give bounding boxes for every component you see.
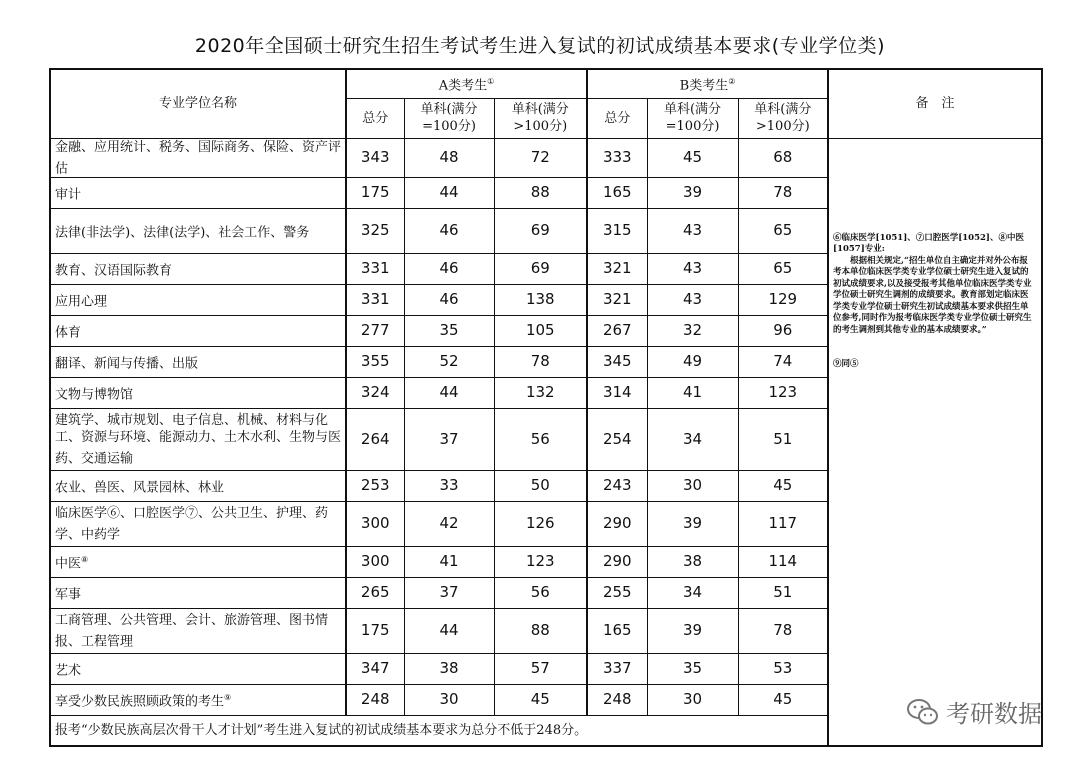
cell-b-total: 267 (587, 315, 647, 346)
row-name: 艺术 (50, 653, 346, 684)
header-a-single-100: 单科(满分=100分) (404, 98, 494, 138)
header-a-single-over: 单科(满分>100分) (494, 98, 587, 138)
cell-a-s1: 37 (404, 577, 494, 608)
header-b-single-100: 单科(满分=100分) (647, 98, 738, 138)
cell-a-total: 331 (346, 284, 404, 315)
row-name: 应用心理 (50, 284, 346, 315)
cell-b-total: 165 (587, 608, 647, 653)
row-name: 建筑学、城市规划、电子信息、机械、材料与化工、资源与环境、能源动力、土木水利、生物与医药、交通运输 (50, 408, 346, 470)
wechat-icon (906, 698, 940, 726)
cell-b-s1: 34 (647, 408, 738, 470)
cell-b-s1: 43 (647, 208, 738, 253)
cell-a-total: 277 (346, 315, 404, 346)
cell-b-s1: 49 (647, 346, 738, 377)
cell-b-total: 165 (587, 177, 647, 208)
cell-b-total: 321 (587, 253, 647, 284)
cell-a-total: 175 (346, 177, 404, 208)
cell-a-s2: 72 (494, 138, 587, 177)
row-name: 法律(非法学)、法律(法学)、社会工作、警务 (50, 208, 346, 253)
cell-a-s1: 30 (404, 684, 494, 715)
cell-b-s1: 38 (647, 546, 738, 577)
cell-a-s2: 56 (494, 408, 587, 470)
cell-b-total: 337 (587, 653, 647, 684)
row-name: 文物与博物馆 (50, 377, 346, 408)
note-line: ⑥临床医学[1051]、⑦口腔医学[1052]、⑧中医[1057]专业: (833, 232, 1024, 254)
cell-a-s2: 56 (494, 577, 587, 608)
notes-cell (828, 138, 1042, 746)
row-name: 金融、应用统计、税务、国际商务、保险、资产评估 (50, 138, 346, 177)
header-group-b: B类考生② (587, 69, 828, 98)
cell-a-s1: 35 (404, 315, 494, 346)
row-name: 工商管理、公共管理、会计、旅游管理、图书情报、工程管理 (50, 608, 346, 653)
cell-a-s2: 78 (494, 346, 587, 377)
cell-a-s2: 57 (494, 653, 587, 684)
cell-a-s2: 69 (494, 253, 587, 284)
cell-a-total: 347 (346, 653, 404, 684)
cell-b-s1: 39 (647, 608, 738, 653)
header-notes: 备 注 (828, 69, 1042, 138)
cell-a-s1: 41 (404, 546, 494, 577)
cell-b-s2: 68 (738, 138, 828, 177)
row-name: 军事 (50, 577, 346, 608)
cell-a-s1: 46 (404, 208, 494, 253)
cell-b-s2: 78 (738, 608, 828, 653)
cell-a-s2: 88 (494, 608, 587, 653)
cell-b-total: 254 (587, 408, 647, 470)
cell-b-s1: 32 (647, 315, 738, 346)
cell-b-total: 333 (587, 138, 647, 177)
cell-b-s1: 34 (647, 577, 738, 608)
cell-a-s1: 44 (404, 608, 494, 653)
cell-b-s2: 65 (738, 208, 828, 253)
cell-b-total: 290 (587, 546, 647, 577)
cell-b-s1: 30 (647, 684, 738, 715)
cell-b-s1: 39 (647, 501, 738, 546)
cell-b-total: 321 (587, 284, 647, 315)
header-name: 专业学位名称 (50, 69, 346, 138)
cell-b-s2: 96 (738, 315, 828, 346)
cell-b-s2: 74 (738, 346, 828, 377)
cell-b-s2: 123 (738, 377, 828, 408)
cell-b-s1: 30 (647, 470, 738, 501)
cell-a-s1: 44 (404, 377, 494, 408)
cell-a-total: 300 (346, 546, 404, 577)
cell-b-s2: 117 (738, 501, 828, 546)
cell-a-s1: 33 (404, 470, 494, 501)
table-row (50, 138, 1042, 177)
cell-b-s2: 129 (738, 284, 828, 315)
watermark (906, 694, 1042, 729)
cell-b-s1: 39 (647, 177, 738, 208)
cell-a-s1: 38 (404, 653, 494, 684)
row-name: 体育 (50, 315, 346, 346)
cell-b-s2: 114 (738, 546, 828, 577)
cell-a-total: 253 (346, 470, 404, 501)
cell-a-s2: 123 (494, 546, 587, 577)
row-name: 享受少数民族照顾政策的考生⑨ (50, 684, 346, 715)
cell-a-total: 355 (346, 346, 404, 377)
cell-a-s1: 46 (404, 253, 494, 284)
cell-b-total: 290 (587, 501, 647, 546)
footnote: 报考“少数民族高层次骨干人才计划”考生进入复试的初试成绩基本要求为总分不低于248分。 (50, 715, 828, 746)
cell-a-total: 175 (346, 608, 404, 653)
cell-b-s1: 43 (647, 284, 738, 315)
cell-a-total: 248 (346, 684, 404, 715)
cell-a-s1: 52 (404, 346, 494, 377)
cell-a-s2: 50 (494, 470, 587, 501)
cell-b-total: 255 (587, 577, 647, 608)
note-line: 根据相关规定,“招生单位自主确定并对外公布报考本单位临床医学类专业学位硕士研究生进入复试的初试成绩要求,以及接受报考其他单位临床医学类专业学位硕士研究生调剂的成绩要求。教育部划定临床医学类专业学位硕士研究生初试成绩基本要求供招生单位参考,同时作为报考临床医学类专业学位硕士研究生的考生调剂到其他专业的基本成绩要求。” (833, 255, 1032, 335)
cell-a-s1: 42 (404, 501, 494, 546)
cell-a-s2: 132 (494, 377, 587, 408)
cell-a-s2: 45 (494, 684, 587, 715)
page-title: 2020年全国硕士研究生招生考试考生进入复试的初试成绩基本要求(专业学位类) (194, 35, 886, 57)
header-b-single-over: 单科(满分>100分) (738, 98, 828, 138)
cell-a-s2: 88 (494, 177, 587, 208)
row-name: 翻译、新闻与传播、出版 (50, 346, 346, 377)
cell-b-s2: 51 (738, 577, 828, 608)
cell-b-s1: 35 (647, 653, 738, 684)
row-name: 临床医学⑥、口腔医学⑦、公共卫生、护理、药学、中药学 (50, 501, 346, 546)
row-name: 中医⑧ (50, 546, 346, 577)
cell-a-total: 324 (346, 377, 404, 408)
row-name: 教育、汉语国际教育 (50, 253, 346, 284)
cell-a-total: 343 (346, 138, 404, 177)
cell-b-s1: 43 (647, 253, 738, 284)
cell-b-total: 248 (587, 684, 647, 715)
watermark-text: 考研数据 (946, 700, 1042, 728)
cell-a-s2: 138 (494, 284, 587, 315)
cell-b-total: 243 (587, 470, 647, 501)
cell-b-total: 314 (587, 377, 647, 408)
cell-b-s2: 53 (738, 653, 828, 684)
cell-a-total: 265 (346, 577, 404, 608)
row-name: 农业、兽医、风景园林、林业 (50, 470, 346, 501)
cell-b-s2: 45 (738, 684, 828, 715)
cell-b-total: 345 (587, 346, 647, 377)
cell-b-s2: 45 (738, 470, 828, 501)
score-table (49, 68, 1043, 747)
cell-b-s2: 78 (738, 177, 828, 208)
header-a-total: 总分 (346, 98, 404, 138)
note-line: ⑨同⑤ (833, 359, 859, 369)
cell-a-total: 331 (346, 253, 404, 284)
cell-a-total: 325 (346, 208, 404, 253)
cell-a-s1: 48 (404, 138, 494, 177)
cell-b-s2: 65 (738, 253, 828, 284)
cell-b-s1: 41 (647, 377, 738, 408)
row-name: 审计 (50, 177, 346, 208)
cell-a-s2: 69 (494, 208, 587, 253)
cell-a-s1: 44 (404, 177, 494, 208)
cell-b-s2: 51 (738, 408, 828, 470)
header-group-a: A类考生① (346, 69, 587, 98)
header-b-total: 总分 (587, 98, 647, 138)
cell-b-s1: 45 (647, 138, 738, 177)
cell-a-s1: 46 (404, 284, 494, 315)
cell-a-s2: 126 (494, 501, 587, 546)
cell-a-s2: 105 (494, 315, 587, 346)
cell-b-total: 315 (587, 208, 647, 253)
cell-a-s1: 37 (404, 408, 494, 470)
cell-a-total: 264 (346, 408, 404, 470)
cell-a-total: 300 (346, 501, 404, 546)
